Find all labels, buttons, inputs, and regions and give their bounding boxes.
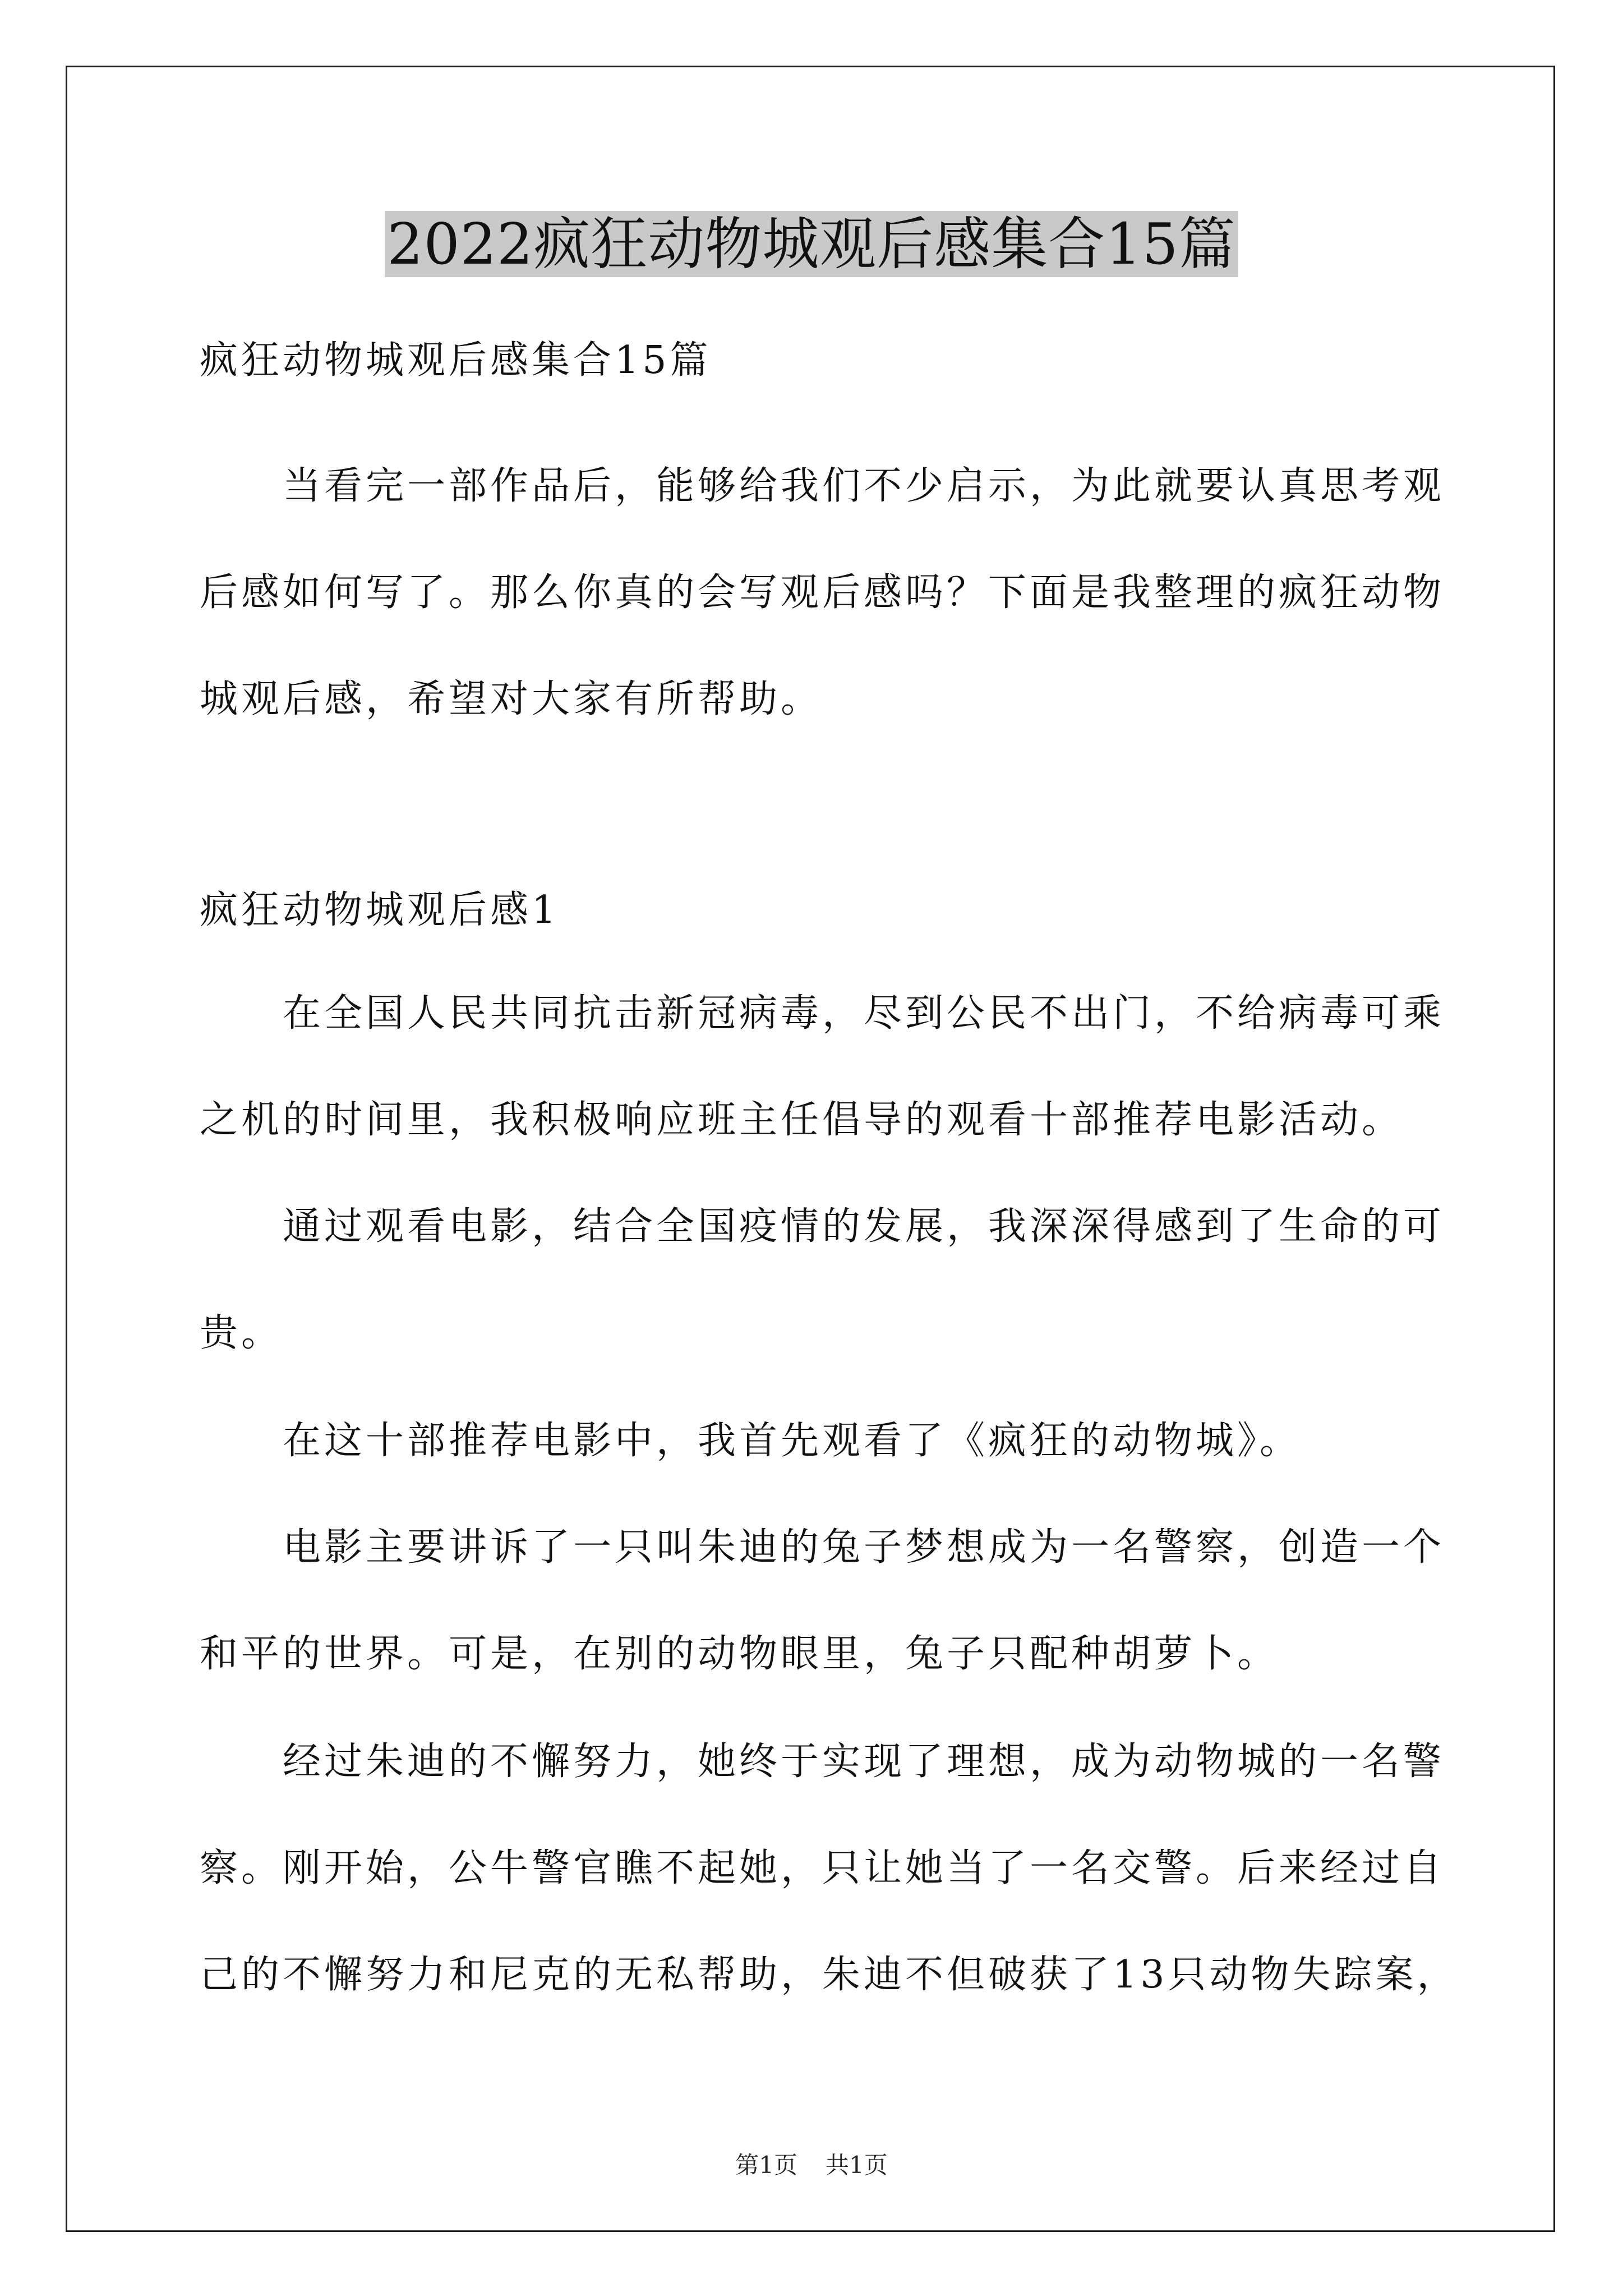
paragraph-line: 之机的时间里，我积极响应班主任倡导的观看十部推荐电影活动。 — [200, 1098, 1404, 1142]
paragraph-line: 察。刚开始，公牛警官瞧不起她，只让她当了一名交警。后来经过自 — [200, 1846, 1445, 1890]
paragraph-line: 城观后感，希望对大家有所帮助。 — [200, 677, 823, 721]
paragraph-line: 通过观看电影，结合全国疫情的发展，我深深得感到了生命的可 — [283, 1204, 1445, 1249]
paragraph-line: 经过朱迪的不懈努力，她终于实现了理想，成为动物城的一名警 — [283, 1740, 1445, 1784]
paragraph-line: 在这十部推荐电影中，我首先观看了《疯狂的动物城》。 — [283, 1419, 1302, 1463]
page-footer — [0, 2151, 1623, 2179]
paragraph-line: 在全国人民共同抗击新冠病毒，尽到公民不出门，不给病毒可乘 — [283, 991, 1445, 1036]
page-border — [66, 66, 1555, 2232]
paragraph-line: 和平的世界。可是，在别的动物眼里，兔子只配种胡萝卜。 — [200, 1632, 1279, 1676]
paragraph-line: 贵。 — [200, 1311, 283, 1355]
document-title — [0, 208, 1623, 280]
paragraph-line: 电影主要讲诉了一只叫朱迪的兔子梦想成为一名警察，创造一个 — [283, 1525, 1445, 1570]
subtitle-line: 疯狂动物城观后感集合15篇 — [200, 338, 712, 383]
paragraph-line: 己的不懈努力和尼克的无私帮助，朱迪不但破获了13只动物失踪案， — [200, 1953, 1459, 1997]
document-title-text: 2022疯狂动物城观后感集合15篇 — [385, 211, 1238, 277]
paragraph-line: 后感如何写了。那么你真的会写观后感吗？下面是我整理的疯狂动物 — [200, 570, 1445, 615]
page-number-current: 第1页 — [735, 2151, 797, 2179]
paragraph-line: 当看完一部作品后，能够给我们不少启示，为此就要认真思考观 — [283, 464, 1445, 508]
section-heading: 疯狂动物城观后感1 — [200, 888, 560, 932]
page-number-total: 共1页 — [826, 2151, 888, 2179]
